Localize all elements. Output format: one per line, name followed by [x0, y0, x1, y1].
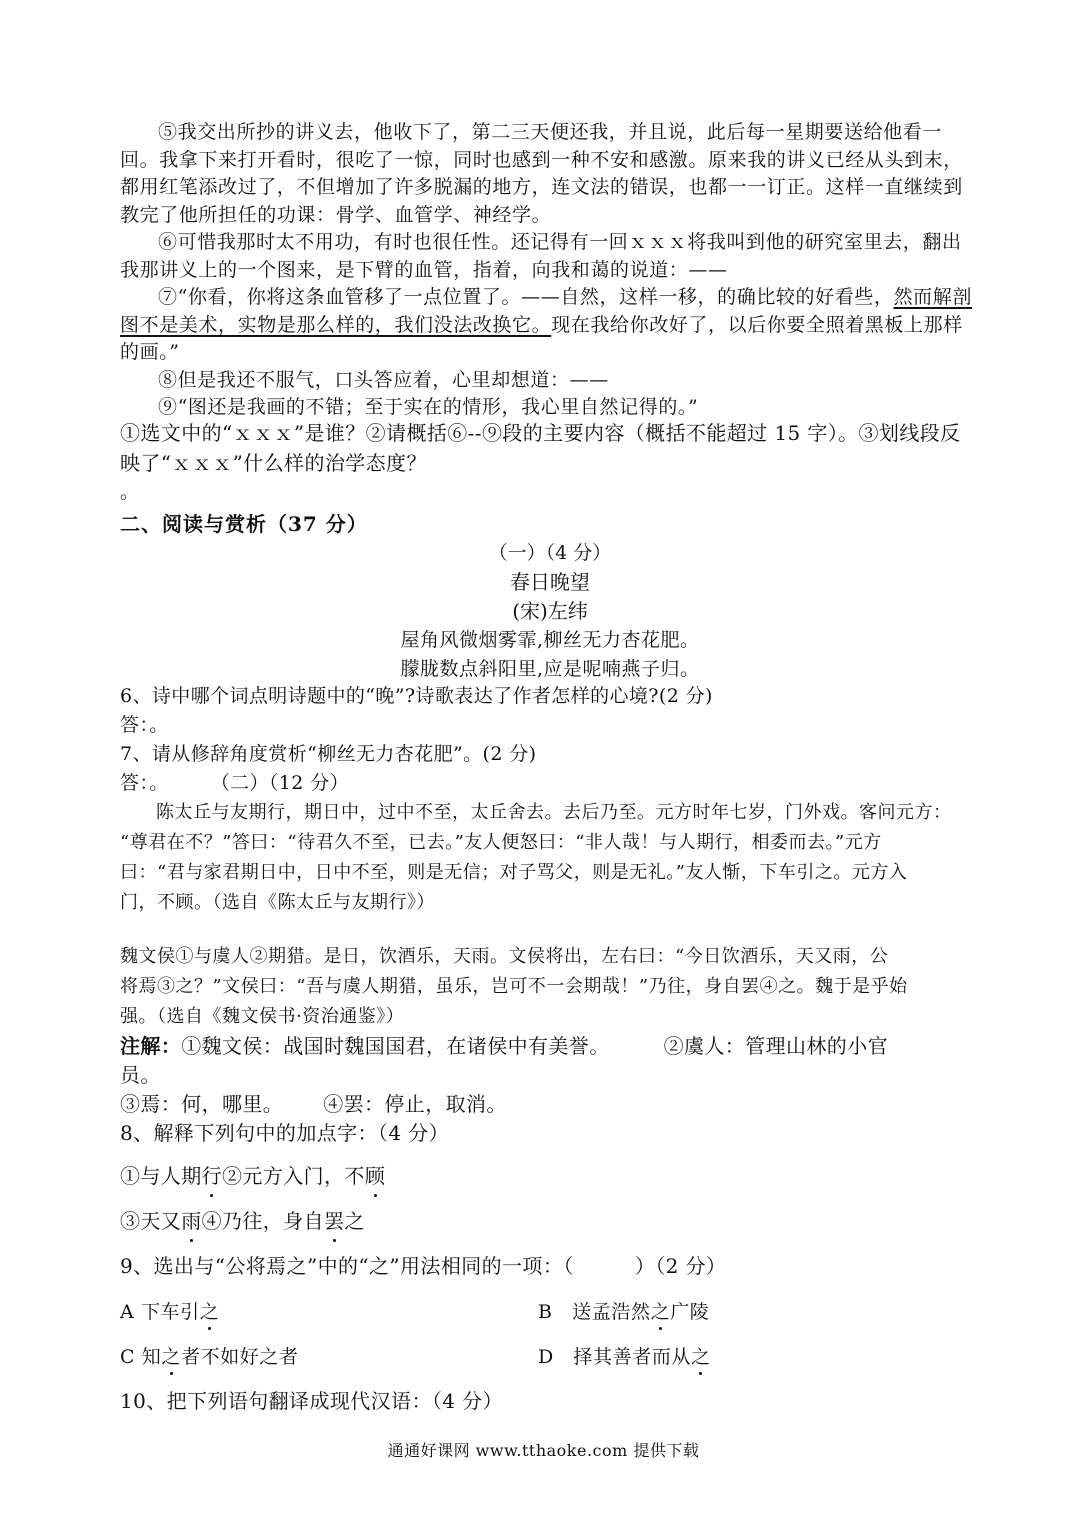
page-footer: 通通好课网 www.tthaoke.com 提供下载 [387, 1441, 700, 1460]
classical-1-line-4: 门，不顾。（选自《陈太丘与友期行》） [120, 892, 435, 913]
option-d-dotted: 之 [691, 1342, 711, 1369]
question-7: 7、请从修辞角度赏析“柳丝无力杏花肥”。(2 分) [120, 743, 537, 765]
note-2-continued: 员。 [120, 1063, 161, 1087]
paragraph-7 [120, 284, 980, 367]
option-b-dotted: 之 [651, 1297, 671, 1324]
q8-line-1 [120, 1162, 980, 1191]
question-6: 6、诗中哪个词点明诗题中的“晚”?诗歌表达了作者怎样的心境?(2 分) [120, 685, 713, 707]
q8-item-4-end: 之 [344, 1209, 365, 1233]
question-intro: ①选文中的“ｘｘｘ”是谁？②请概括⑥--⑨段的主要内容（概括不能超过 15 字）。③划线段反映了“ｘｘｘ”什么样的治学态度？ [120, 421, 961, 475]
passage [120, 119, 980, 422]
notes-line-1 [120, 1032, 980, 1061]
option-c-text: C 知 [120, 1346, 162, 1368]
option-b-text: B 送孟浩然 [538, 1301, 651, 1323]
question-8-items-1 [120, 1162, 980, 1191]
q8-item-3-dotted: 雨 [181, 1207, 201, 1236]
underlined-sentence: 然而解剖图不是美术，实物是那么样的，我们没法改换它。 [120, 286, 972, 336]
question-8: 8、解释下列句中的加点字：（4 分） [120, 1121, 450, 1145]
stray-mark: 。 [120, 481, 140, 503]
note-1: ①魏文侯：战国时魏国国君，在诸侯中有美誉。 [181, 1034, 610, 1058]
paragraph-8: ⑧但是我还不服气，口头答应着，心里却想道：—— [158, 368, 609, 391]
q8-item-3: ③天又 [120, 1209, 182, 1233]
option-c-dotted: 之 [161, 1342, 181, 1369]
paragraph-6: ⑥可惜我那时太不用功，有时也很任性。还记得有一回ｘｘｘ将我叫到他的研究室里去，翻出我那讲义上的一个图来，是下臂的血管，指着，向我和蔼的说道：—— [120, 231, 962, 281]
poem-line-2: 朦胧数点斜阳里,应是呢喃燕子归。 [400, 658, 700, 680]
option-b-end: 广陵 [670, 1301, 710, 1323]
notes-line-3 [120, 1090, 980, 1119]
classical-1-line-2: “尊君在不？”答曰：“待君久不至，已去。”友人便怒曰：“非人哉！与人期行，相委而去。”元方 [120, 832, 882, 853]
question-9: 9、选出与“公将焉之”中的“之”用法相同的一项：（ ）（2 分） [120, 1254, 727, 1278]
part-1-header: （一）（4 分） [488, 542, 612, 564]
q8-item-4-dotted: 罢 [324, 1207, 344, 1236]
question-9-block [120, 1252, 980, 1281]
question-10-block [120, 1387, 980, 1416]
section-2-heading [120, 508, 980, 537]
option-a-dotted: 之 [200, 1297, 220, 1324]
part-2-header: （二）（12 分） [210, 772, 350, 794]
option-b [538, 1297, 709, 1324]
reading-question [120, 418, 980, 506]
classical-1-line-1: 陈太丘与友期行，期日中，过中不至，太丘舍去。去后乃至。元方时年七岁，门外戏。客问元方： [156, 802, 952, 823]
classical-1-line-3: 曰：“君与家君期日中，日中不至，则是无信；对子骂父，则是无礼。”友人惭，下车引之。元方入 [120, 862, 908, 883]
q8-item-2: ②元方入门，不 [222, 1164, 365, 1188]
classical-2-line-1: 魏文侯①与虞人②期猎。是日，饮酒乐，天雨。文侯将出，左右曰：“今日饮酒乐，天又雨，公 [120, 946, 889, 967]
poem-author: (宋)左纬 [512, 599, 588, 623]
option-a [120, 1297, 219, 1324]
option-a-text: A 下车引 [120, 1301, 200, 1323]
answer-7-line [120, 769, 980, 798]
q8-item-1: ①与人期 [120, 1164, 202, 1188]
notes [120, 1032, 980, 1148]
note-2: ②虞人：管理山林的小官 [663, 1034, 889, 1058]
poem-line-1: 屋角风微烟雾霏,柳丝无力杏花肥。 [400, 629, 700, 651]
paragraph-5: ⑤我交出所抄的讲义去，他收下了，第二三天便还我，并且说，此后每一星期要送给他看一回。我拿下来打开看时，很吃了一惊，同时也感到一种不安和感激。原来我的讲义已经从头到末，都用红笔添改过了，不但增加了许多脱漏的地方，连文法的错误，也都一一订正。这样一直继续到教完了他所担任的功课：骨学、血管学、神经学。 [120, 121, 963, 226]
q8-line-2 [120, 1207, 980, 1236]
option-d [538, 1342, 711, 1369]
option-d-text: D 择其善者而从 [538, 1346, 692, 1368]
answer-7: 答：。 [120, 772, 169, 794]
q8-item-1-dotted: 行 [202, 1162, 222, 1191]
section-2-title: 二、阅读与赏析（37 分） [120, 512, 368, 536]
q8-item-2-dotted: 顾 [365, 1162, 385, 1191]
classical-text-1 [120, 798, 980, 918]
question-8-items-2 [120, 1207, 980, 1236]
poem-title: 春日晚望 [510, 570, 590, 594]
paragraph-9: ⑨“图还是我画的不错；至于实在的情形，我心里自然记得的。” [158, 396, 699, 418]
question-10: 10、把下列语句翻译成现代汉语：（4 分） [120, 1389, 503, 1413]
option-c [120, 1342, 299, 1369]
note-3: ③焉：何，哪里。 [120, 1092, 284, 1116]
paragraph-7-end: 现在我给你改好了，以后你要全照着黑板上那样的画。” [120, 313, 963, 363]
option-c-end: 者不如好之者 [181, 1346, 299, 1368]
classical-text-2 [120, 942, 980, 1032]
questions-6-7 [120, 682, 980, 798]
answer-6: 答：。 [120, 714, 169, 736]
paragraph-7-start: ⑦“你看，你将这条血管移了一点位置了。——自然，这样一移，的确比较的好看些， [158, 286, 894, 308]
notes-label: 注解： [120, 1034, 182, 1058]
q8-item-4: ④乃往，身自 [201, 1209, 325, 1233]
classical-2-line-2: 将焉③之？”文侯曰：“吾与虞人期猎，虽乐，岂可不一会期哉！”乃往，身自罢④之。魏于是乎始 [120, 976, 908, 997]
note-4: ④罢：停止，取消。 [323, 1092, 507, 1116]
classical-2-line-3: 强。（选自《魏文侯书·资治通鉴》） [120, 1006, 405, 1027]
